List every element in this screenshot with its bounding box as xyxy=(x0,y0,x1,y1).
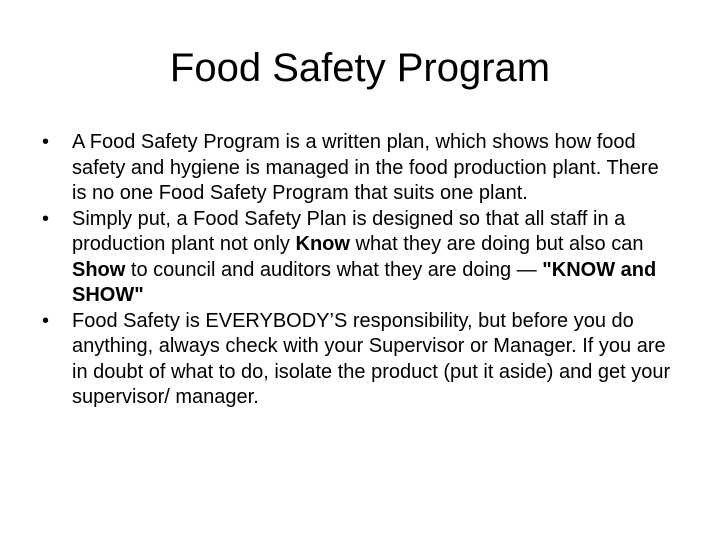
bullet-dot: • xyxy=(42,207,50,230)
bullet-dot: • xyxy=(42,131,50,153)
bold-know: Know xyxy=(295,233,350,255)
bullet-text-part: Simply put, a Food Safety Plan is designed so that all staff in a production plant not only xyxy=(72,207,626,255)
bullet-item-food-safety-program xyxy=(42,130,672,207)
bullet-list xyxy=(42,130,672,411)
bold-show: Show xyxy=(72,258,126,281)
bullet-text-part: what they are doing but also can xyxy=(349,233,644,255)
bold-know-and-show: "KNOW and SHOW" xyxy=(72,258,657,306)
bullet-item-know-and-show xyxy=(42,207,672,309)
bullet-dot: • xyxy=(42,309,50,332)
bullet-text: Food Safety is EVERYBODY’S responsibility, but before you do anything, always check with your Supervisor or Manager. If you are in doubt of what to do, isolate the product (put it aside) and get your supervisor/ manager. xyxy=(72,309,671,408)
slide-title: Food Safety Program xyxy=(169,46,551,90)
bullet-text-part: to council and auditors what they are doing — xyxy=(125,258,543,281)
bullet-item-everybodys-responsibility xyxy=(42,309,672,411)
bullet-text: A Food Safety Program is a written plan, which shows how food safety and hygiene is managed in the food production plant. There is no one Food Safety Program that suits one plant. xyxy=(72,131,659,204)
